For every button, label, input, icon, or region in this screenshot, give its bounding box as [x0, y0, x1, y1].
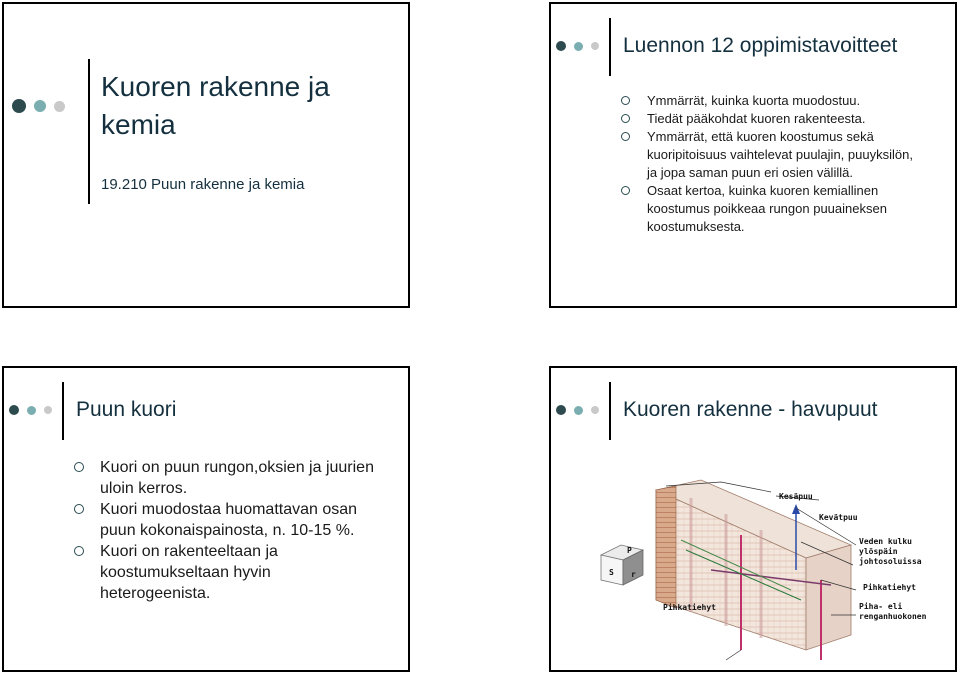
label-pihkatiehyt-right: Pihkatiehyt	[863, 583, 916, 592]
slide-puun-kuori	[2, 366, 410, 672]
list-item: Kuori on puun rungon,oksien ja juurien uloin kerros.	[74, 457, 374, 499]
slide-title: Luennon 12 oppimistavoitteet	[623, 34, 898, 57]
softwood-structure-diagram	[591, 450, 960, 670]
decor-dots	[12, 99, 65, 113]
slide-title: Kuoren rakenne ja kemia	[101, 71, 330, 140]
orientation-cube	[601, 545, 643, 585]
bullet-ring-icon	[74, 546, 84, 556]
slide-title: Kuoren rakenne - havupuut	[623, 398, 878, 421]
list-item: Ymmärrät, kuinka kuorta muodostuu.	[621, 92, 921, 110]
divider-bar	[609, 18, 611, 76]
dot-gray	[591, 406, 599, 414]
objectives-list	[621, 92, 921, 236]
label-kesapuu: Kesäpuu	[779, 492, 813, 501]
dot-dark	[9, 405, 19, 415]
dot-gray	[44, 406, 52, 414]
divider-bar	[88, 59, 90, 204]
dot-teal	[27, 406, 36, 415]
label-pihkatiehyt-bottom: Pihkatiehyt	[663, 603, 716, 612]
dot-teal	[34, 100, 46, 112]
divider-bar	[62, 382, 64, 440]
bullet-ring-icon	[621, 96, 630, 105]
slide-title-card	[2, 2, 410, 308]
bullet-ring-icon	[621, 114, 630, 123]
list-item: Osaat kertoa, kuinka kuoren kemiallinen koostumus poikkeaa rungon puuaineksen koostumuksesta.	[621, 182, 921, 236]
decor-dots	[556, 41, 599, 51]
label-vedenkulku-2: ylöspäin	[859, 547, 898, 556]
list-item: Ymmärrät, että kuoren koostumus sekä kuoripitoisuus vaihtelevat puulajin, puuyksilön, ja jopa saman puun eri osien välillä.	[621, 128, 921, 182]
list-item: Kuori on rakenteeltaan ja koostumukseltaan hyvin heterogeenista.	[74, 541, 374, 604]
orientation-top-label: P	[627, 546, 632, 555]
divider-bar	[609, 382, 611, 440]
label-vedenkulku-3: johtosoluissa	[859, 557, 922, 566]
label-pihasoluineen-1: Piha- eli	[859, 602, 903, 611]
dot-teal	[574, 42, 583, 51]
wood-block	[656, 480, 851, 660]
dot-teal	[574, 406, 583, 415]
dot-gray	[54, 101, 65, 112]
list-item: Kuori muodostaa huomattavan osan puun kokonaispainosta, n. 10-15 %.	[74, 499, 374, 541]
dot-dark	[12, 99, 26, 113]
slide-subtitle: 19.210 Puun rakenne ja kemia	[101, 176, 305, 193]
bullet-ring-icon	[74, 504, 84, 514]
list-item: Tiedät pääkohdat kuoren rakenteesta.	[621, 110, 921, 128]
slide-objectives	[549, 2, 957, 308]
decor-dots	[556, 405, 599, 415]
dot-gray	[591, 42, 599, 50]
slide-title: Puun kuori	[76, 398, 177, 421]
label-kevatpuu: Kevätpuu	[819, 513, 858, 522]
orientation-right-label: r	[631, 570, 636, 579]
label-pihasoluineen-2: renganhuokonen	[859, 612, 927, 621]
label-vedenkulku-1: Veden kulku	[859, 537, 912, 546]
bullet-ring-icon	[621, 132, 630, 141]
dot-dark	[556, 405, 566, 415]
slide-softwood-bark	[549, 366, 957, 672]
orientation-left-label: S	[609, 568, 614, 577]
bark-facts-list	[74, 457, 374, 604]
bullet-ring-icon	[74, 462, 84, 472]
dot-dark	[556, 41, 566, 51]
decor-dots	[9, 405, 52, 415]
bullet-ring-icon	[621, 186, 630, 195]
